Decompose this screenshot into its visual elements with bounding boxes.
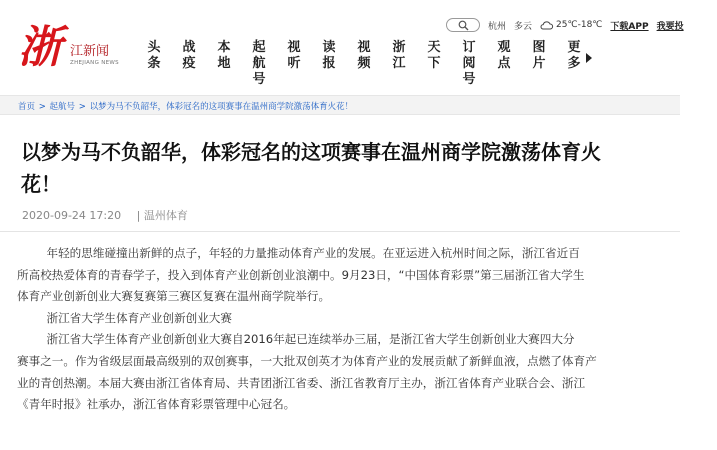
search-icon: [458, 20, 469, 31]
nav-item-headline[interactable]: 头条: [147, 40, 161, 71]
logo-name: 江新闻: [70, 44, 110, 59]
nav-item-newspaper[interactable]: 读报: [322, 40, 336, 71]
article-paragraph-line: 浙江省大学生体育产业创新创业大赛自2016年起已连续举办三届，是浙江省大学生创新创业大赛四大分: [17, 332, 575, 347]
nav-item-video[interactable]: 视频: [357, 40, 371, 71]
article-source: | 温州体育: [136, 209, 188, 222]
city-label: 杭州: [488, 21, 507, 32]
breadcrumb-qihang[interactable]: 起航号: [49, 102, 76, 112]
temperature: 25℃-18℃: [556, 20, 603, 30]
breadcrumb-separator: >: [78, 102, 86, 112]
article-paragraph-line: 《青年时报》社承办，浙江省体育彩票管理中心冠名。: [17, 397, 296, 412]
main-nav: [146, 40, 592, 87]
nav-item-qihang[interactable]: 起航号: [252, 40, 266, 87]
logo-en: ZHEJIANG NEWS: [70, 60, 119, 66]
article-paragraph-line: 体育产业创新创业大赛复赛第三赛区复赛在温州商学院举行。: [17, 289, 331, 304]
nav-item-world[interactable]: 天下: [427, 40, 441, 71]
site-header: [0, 0, 684, 92]
article-paragraph-line: 年轻的思维碰撞出新鲜的点子，年轻的力量推动体育产业的发展。在亚运进入杭州时间之际，浙江省近百: [17, 246, 580, 260]
article-paragraph-line: 赛事之一。作为省级层面最高级别的双创赛事，一大批双创英才为体育产业的发展贡献了新鲜血液，点燃了体育产: [17, 353, 597, 368]
breadcrumb-separator: >: [38, 102, 46, 112]
site-logo[interactable]: [18, 22, 136, 78]
breadcrumb-bar: [0, 95, 680, 115]
download-app-link[interactable]: 下载APP: [610, 21, 649, 32]
nav-item-epidemic[interactable]: 战疫: [182, 40, 196, 71]
nav-item-pictures[interactable]: 图片: [532, 40, 546, 71]
breadcrumb-current[interactable]: 以梦为马不负韶华，体彩冠名的这项赛事在温州商学院激荡体育火花！: [89, 102, 354, 112]
nav-item-local[interactable]: 本地: [217, 40, 231, 71]
submit-news-link[interactable]: 我要投: [656, 21, 684, 32]
top-bar: [446, 16, 692, 34]
chevron-right-icon: [586, 53, 592, 63]
article-paragraph-line: 业的青创热潮。本届大赛由浙江省体育局、共青团浙江省委、浙江省教育厅主办，浙江省体育产业联合会、浙江: [17, 375, 586, 390]
weather-desc: 多云: [514, 21, 533, 32]
article-title-line: 以梦为马不负韶华，体彩冠名的这项赛事在温州商学院激荡体育火: [21, 140, 601, 164]
logo-char: 浙: [18, 22, 62, 73]
article-title: [21, 136, 677, 200]
nav-item-subscription[interactable]: 订阅号: [462, 40, 476, 87]
nav-item-audio-video[interactable]: 视听: [287, 40, 301, 71]
nav-item-zhejiang[interactable]: 浙江: [392, 40, 406, 71]
breadcrumb-home[interactable]: 首页: [18, 102, 36, 112]
cloud-icon: [540, 20, 553, 30]
nav-more-label: 更多: [567, 40, 581, 71]
article-title-line: 花！: [21, 172, 61, 196]
article-body: [17, 243, 717, 416]
breadcrumb: [18, 100, 353, 112]
nav-item-opinion[interactable]: 观点: [497, 40, 511, 71]
weather: [540, 20, 602, 30]
nav-more-button[interactable]: [566, 40, 592, 72]
search-button[interactable]: [446, 18, 480, 32]
divider: [0, 231, 680, 232]
article-subheading: 浙江省大学生体育产业创新创业大赛: [17, 310, 232, 325]
publish-date: 2020-09-24 17:20: [22, 209, 122, 222]
article-paragraph-line: 所高校热爱体育的青春学子，投入到体育产业创新创业浪潮中。9月23日，“中国体育彩票”第三届浙江省大学生: [17, 267, 585, 282]
article-meta: [22, 207, 188, 223]
